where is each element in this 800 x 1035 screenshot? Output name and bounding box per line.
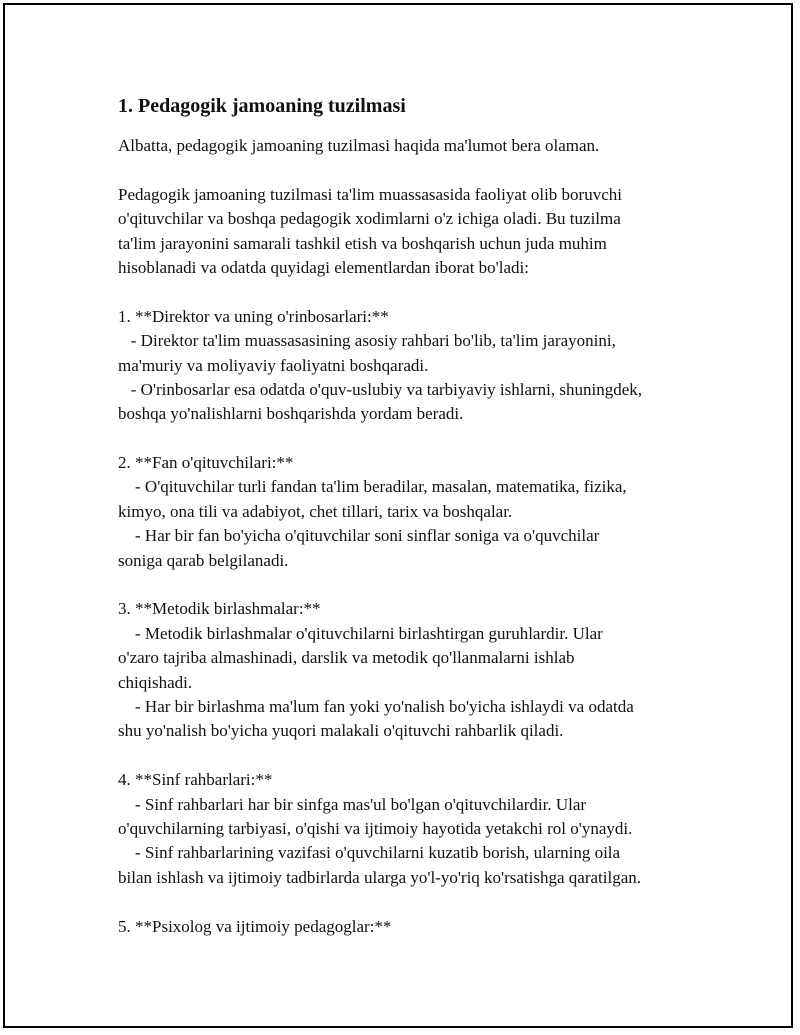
text-line: 4. **Sinf rahbarlari:**	[118, 770, 273, 790]
document-title: 1. Pedagogik jamoaning tuzilmasi	[118, 95, 406, 117]
text-line: boshqa yo'nalishlarni boshqarishda yordam beradi.	[118, 404, 464, 424]
text-line: - Har bir fan bo'yicha o'qituvchilar soni sinflar soniga va o'quvchilar	[118, 526, 600, 546]
text-line: - Sinf rahbarlarining vazifasi o'quvchilarni kuzatib borish, ularning oila	[118, 843, 621, 863]
text-line: bilan ishlash va ijtimoiy tadbirlarda ularga yo'l-yo'riq ko'rsatishga qaratilgan.	[118, 867, 641, 887]
blank-line	[118, 158, 718, 182]
text-line: - O'qituvchilar turli fandan ta'lim beradilar, masalan, matematika, fizika,	[118, 477, 627, 497]
text-line: ma'muriy va moliyaviy faoliyatni boshqaradi.	[118, 355, 429, 375]
text-line: o'zaro tajriba almashinadi, darslik va metodik qo'llanmalarni ishlab	[118, 648, 575, 668]
document-text	[118, 134, 718, 939]
text-line: chiqishadi.	[118, 672, 193, 692]
text-line: hisoblanadi va odatda quyidagi elementlardan iborat bo'ladi:	[118, 257, 529, 277]
blank-line	[118, 427, 718, 451]
blank-line	[118, 280, 718, 304]
text-line: - Har bir birlashma ma'lum fan yoki yo'nalish bo'yicha ishlaydi va odatda	[118, 696, 634, 716]
blank-line	[118, 890, 718, 914]
text-line: Albatta, pedagogik jamoaning tuzilmasi haqida ma'lumot bera olaman.	[118, 136, 600, 155]
text-line: 2. **Fan o'qituvchilari:**	[118, 453, 294, 473]
text-line: ta'lim jarayonini samarali tashkil etish va boshqarish uchun juda muhim	[118, 233, 607, 253]
text-line: - Direktor ta'lim muassasasining asosiy rahbari bo'lib, ta'lim jarayonini,	[118, 331, 616, 351]
blank-line	[118, 573, 718, 597]
text-line: 5. **Psixolog va ijtimoiy pedagoglar:**	[118, 916, 392, 936]
text-line: soniga qarab belgilanadi.	[118, 550, 289, 570]
blank-line	[118, 744, 718, 768]
text-line: shu yo'nalish bo'yicha yuqori malakali o'qituvchi rahbarlik qiladi.	[118, 721, 564, 741]
text-line: - O'rinbosarlar esa odatda o'quv-uslubiy va tarbiyaviy ishlarni, shuningdek,	[118, 379, 643, 399]
text-line: - Metodik birlashmalar o'qituvchilarni birlashtirgan guruhlardir. Ular	[118, 623, 603, 643]
text-line: 3. **Metodik birlashmalar:**	[118, 599, 321, 619]
text-line: - Sinf rahbarlari har bir sinfga mas'ul bo'lgan o'qituvchilardir. Ular	[118, 794, 587, 814]
text-line: 1. **Direktor va uning o'rinbosarlari:**	[118, 306, 389, 326]
text-line: kimyo, ona tili va adabiyot, chet tillari, tarix va boshqalar.	[118, 501, 513, 521]
text-line: Pedagogik jamoaning tuzilmasi ta'lim muassasasida faoliyat olib boruvchi	[118, 184, 622, 204]
text-line: o'qituvchilar va boshqa pedagogik xodimlarni o'z ichiga oladi. Bu tuzilma	[118, 209, 621, 229]
document-body	[118, 92, 718, 939]
text-line: o'quvchilarning tarbiyasi, o'qishi va ijtimoiy hayotida yetakchi rol o'ynaydi.	[118, 818, 633, 838]
